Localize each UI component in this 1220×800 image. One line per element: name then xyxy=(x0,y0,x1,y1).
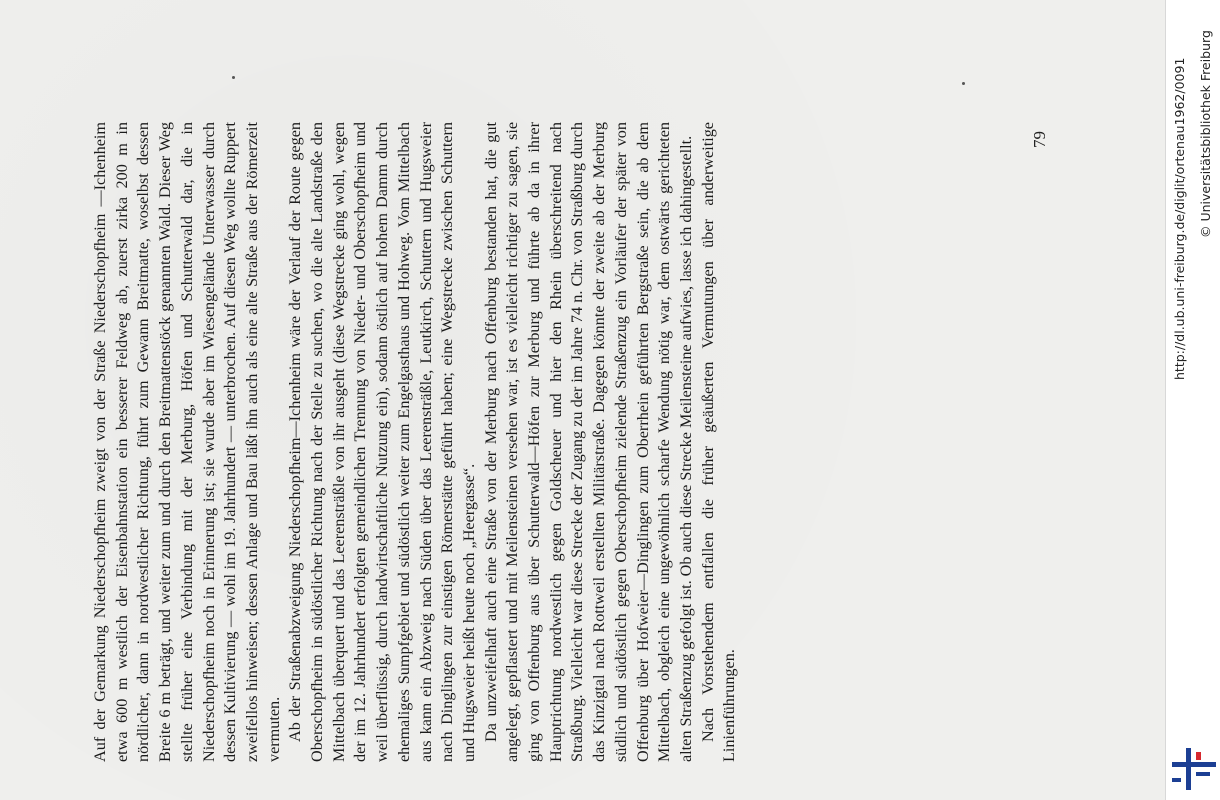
scan-speck xyxy=(962,82,965,85)
paragraph-4: Nach Vorstehendem entfallen die früher geäußerten Vermutungen über anderweitige Linienführungen. xyxy=(698,122,739,762)
paragraph-1: Auf der Gemarkung Niederschopfheim zweigt von der Straße Niederschopfheim —Ichenheim etwa 600 m westlich der Eisenbahnstation ein besserer Feldweg ab, zuerst zirka 200 m in nördlicher, dann in nordwestlicher Richtung, führt zum Gewann Breitmatte, woselbst dessen Breite 6 m beträgt, und weiter zum und durch den Breitmattenstöck genannten Wald. Dieser Weg stellte früher eine Verbindung mit der Merburg, Höfen und Schutterwald dar, die in Niederschopfheim noch in Erinnerung ist; sie wurde aber im Wiesengelände Unterwasser durch dessen Kultivierung — wohl im 19. Jahrhundert — unterbrochen. Auf diesen Weg wollte Ruppert zweifellos hinweisen; dessen Anlage und Bau läßt ihn auch als eine alte Straße aus der Römerzeit vermuten. xyxy=(91,122,283,762)
paragraph-3: Da unzweifelhaft auch eine Straße von der Merburg nach Offenburg bestanden hat, die gut angelegt, gepflastert und mit Meilensteinen versehen war, ist es vielleicht richtiger zu sagen, sie ging von Offenburg aus über Schutterwald—Höfen zur Merburg und führte ab da in ihrer Hauptrichtung nordwestlich gegen Goldscheuer und hier den Rhein überschreitend nach Straßburg. Vielleicht war diese Strecke der Zugang zu der im Jahre 74 n. Chr. von Straßburg durch das Kinzigtal nach Rottweil erstellten Militärstraße. Dagegen könnte der zweite ab der Merburg südlich und südöstlich gegen Oberschopfheim zielende Straßenzug ein Vorläufer der später von Offenburg über Hofweier—Dinglingen zum Oberrhein geführten Bergstraße sein, die ab dem Mittelbach, obgleich eine ungewöhnlich scharfe Wendung nötig war, dem ostwärts gerichteten alten Straßenzug gefolgt ist. Ob auch diese Strecke Meilensteine aufwies, lasse ich dahingestellt. xyxy=(481,122,695,762)
logo-vertical-bar xyxy=(1186,748,1191,790)
page-body-text xyxy=(90,122,741,762)
ub-freiburg-logo-icon[interactable] xyxy=(1172,748,1216,790)
paragraph-2: Ab der Straßenabzweigung Niederschopfheim—Ichenheim wäre der Verlauf der Route gegen Oberschopfheim in südöstlicher Richtung nach der Stelle zu suchen, wo die alte Landstraße den Mittelbach überquert und das Leerensträßle von ihr ausgeht (diese Wegstrecke ging wohl, wegen der im 12. Jahrhundert erfolgten gemeindlichen Trennung von Nieder- und Oberschopfheim und weil überflüssig, durch landwirtschaftliche Nutzung ein), sodann östlich auf hohem Damm durch ehemaliges Sumpfgebiet und südöstlich weiter zum Engelgasthaus und Hohweg. Vom Mittelbach aus kann ein Abzweig nach Süden über das Leerensträßle, Leutkirch, Schuttern und Hugsweier nach Dinglingen zur einstigen Römerstätte geführt haben; eine Wegstrecke zwischen Schuttern und Hugsweier heißt heute noch „Heergasse“. xyxy=(286,122,478,762)
logo-bar-lower xyxy=(1196,772,1210,776)
logo-red-mark xyxy=(1196,752,1201,760)
logo-horizontal-bar xyxy=(1172,762,1216,767)
page-number: 79 xyxy=(1030,131,1049,148)
logo-bar-left xyxy=(1172,778,1181,782)
scan-speck xyxy=(232,76,235,79)
source-url-link[interactable]: http://dl.ub.uni-freiburg.de/diglit/ortenau1962/0091 xyxy=(1172,57,1187,380)
copyright-notice: © Universitätsbibliothek Freiburg xyxy=(1198,30,1213,238)
